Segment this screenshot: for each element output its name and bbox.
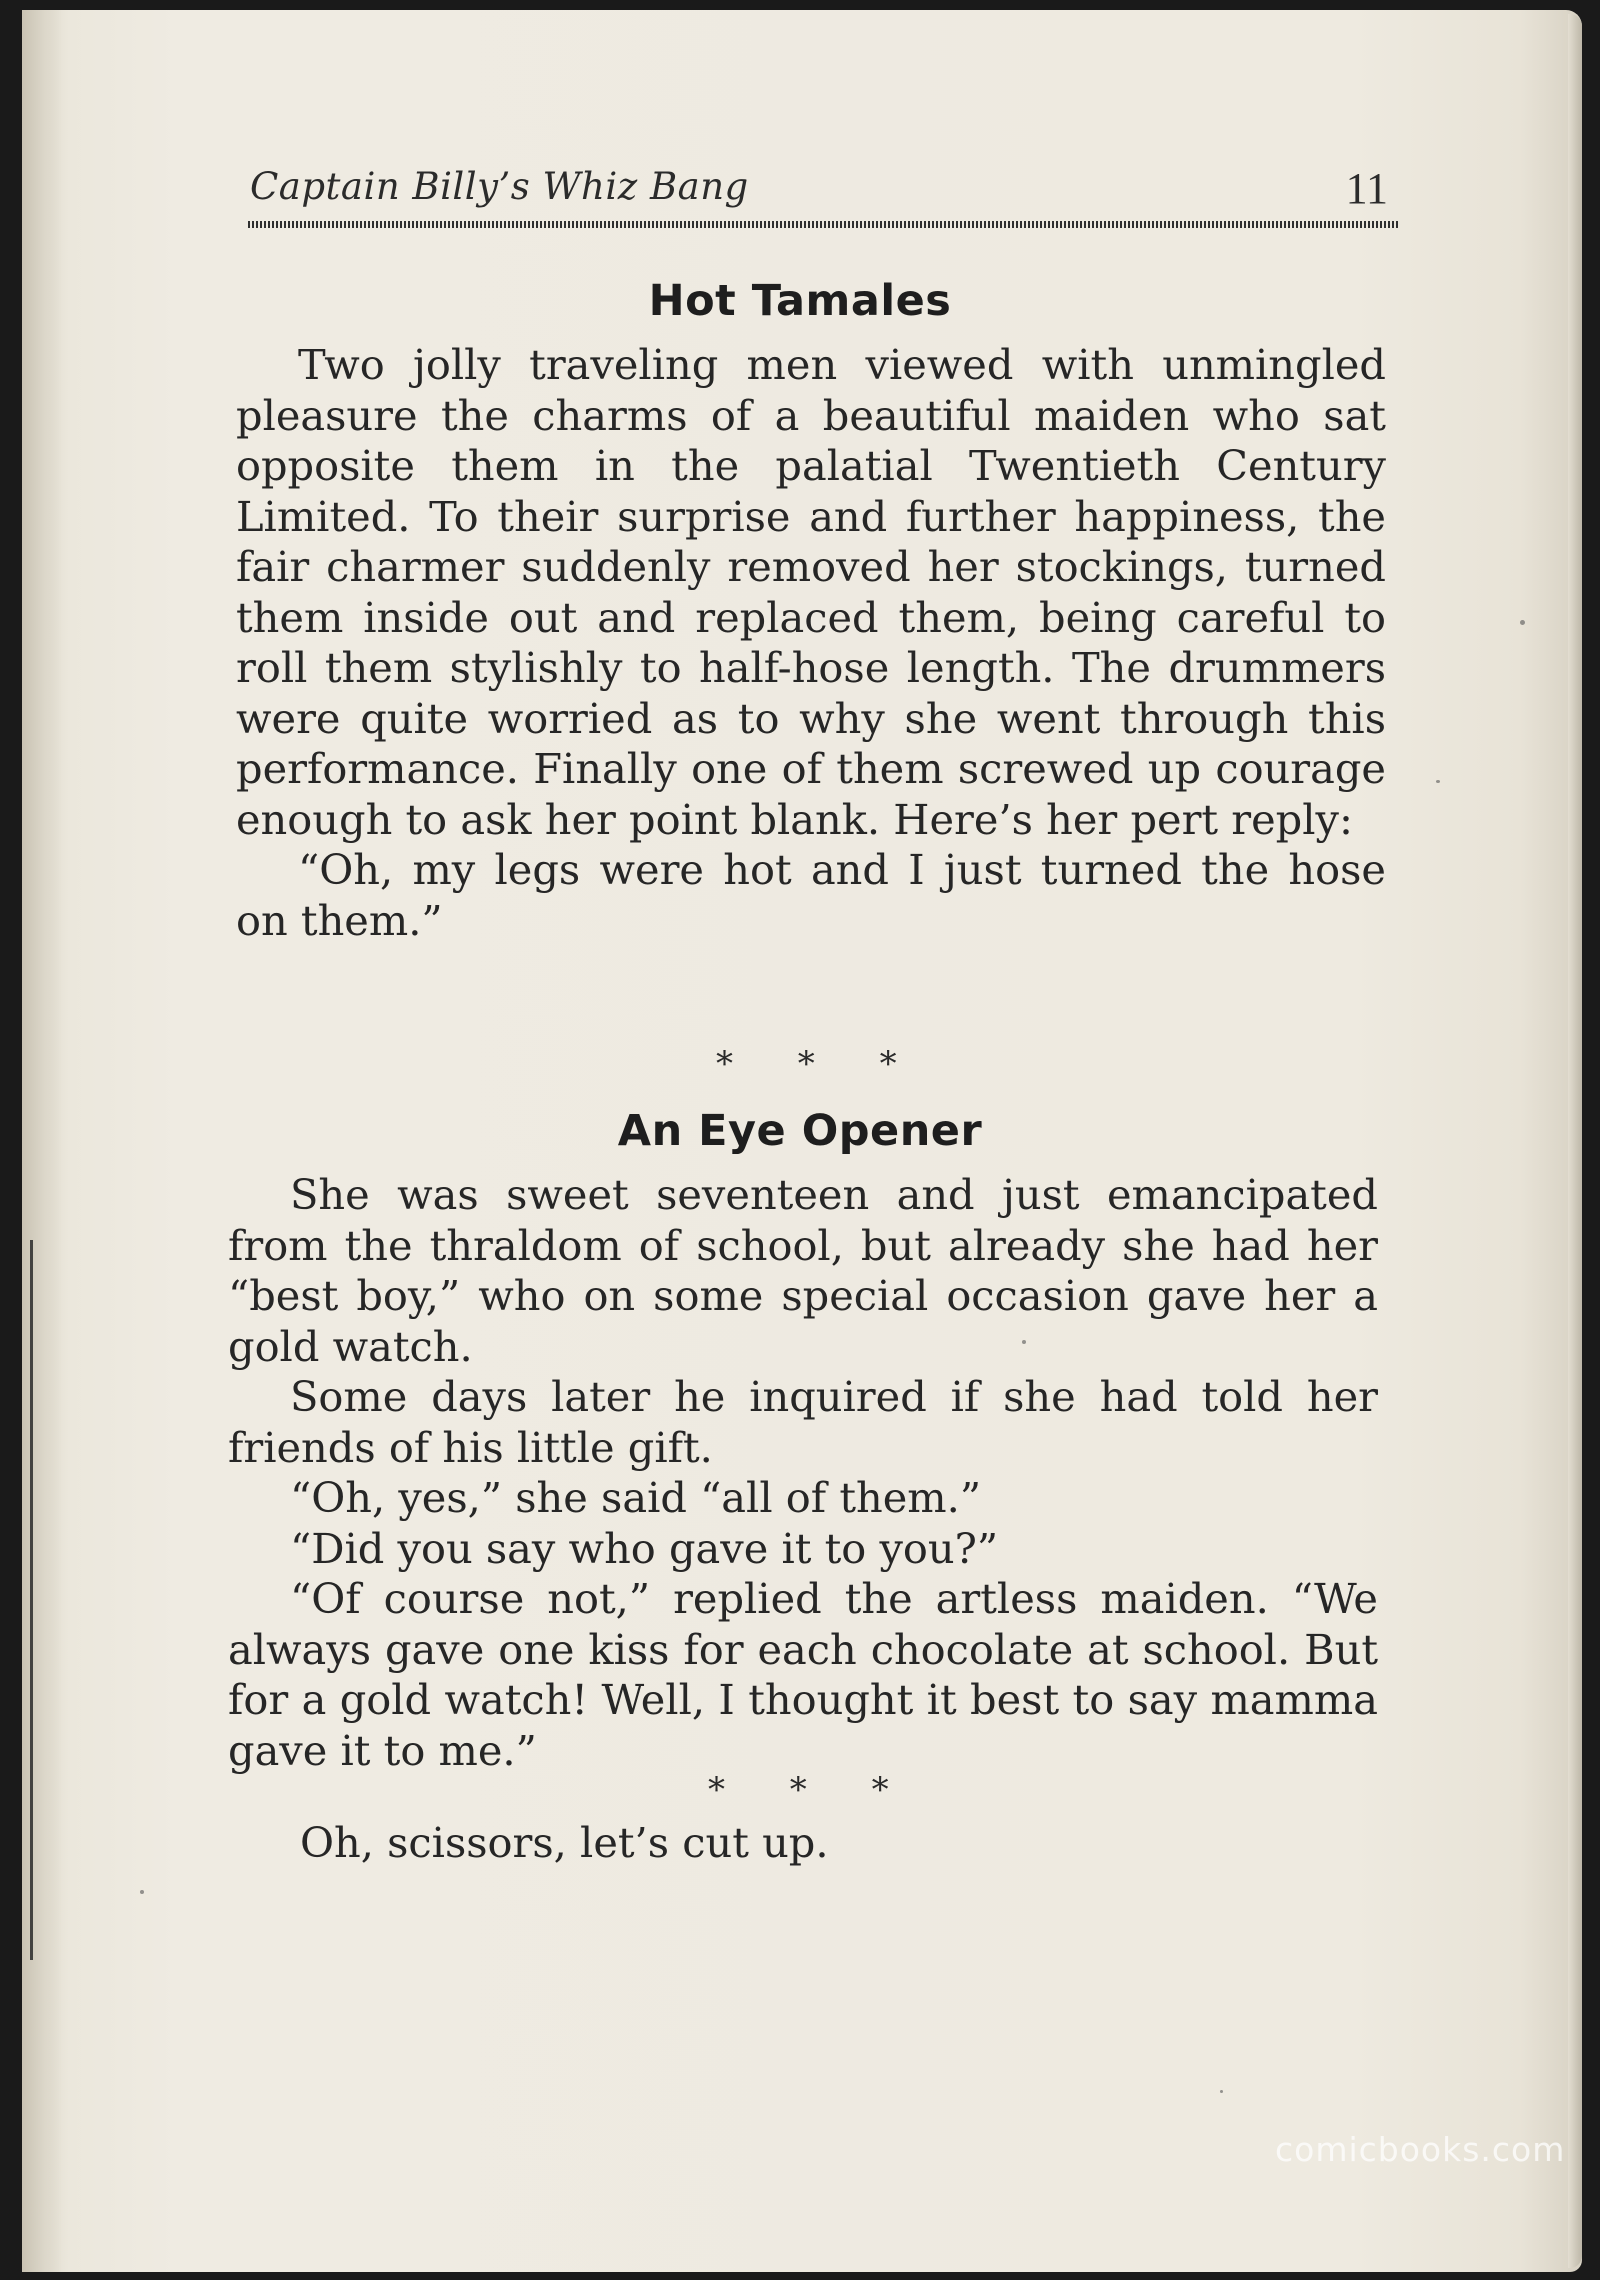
story-paragraph: “Oh, my legs were hot and I just turned the hose on them.” [236,845,1386,945]
header-rule [248,221,1398,228]
story-paragraph: Some days later he inquired if she had told her friends of his little gift. [228,1372,1378,1472]
story-paragraph: She was sweet seventeen and just emancipated from the thraldom of school, but already she had her “best boy,” who on some special occasion gave her a gold watch. [228,1170,1378,1371]
paper-speck [1436,780,1440,783]
paper-speck [1220,2090,1223,2093]
story-heading: Hot Tamales [648,276,952,326]
story-paragraph: “Did you say who gave it to you?” [290,1523,999,1573]
page-number: 11 [1345,164,1388,213]
paper-speck [140,1890,144,1894]
publication-title: Captain Billy’s Whiz Bang [250,165,749,208]
paper-speck [1022,1340,1026,1344]
story-body [228,1170,1378,1776]
story-paragraph: Two jolly traveling men viewed with unmingled pleasure the charms of a beautiful maiden who sat opposite them in the palatial Twentieth Century Limited. To their surprise and further happiness, the fair charmer suddenly removed her stockings, turned them inside out and replaced them, being careful to roll them stylishly to half-hose length. The drummers were quite worried as to why she went through this performance. Finally one of them screwed up courage enough to ask her point blank. Here’s her pert reply: [236,340,1386,844]
running-header [248,165,1398,225]
section-separator: * * * [708,1770,889,1810]
paper-speck [1520,620,1525,625]
story-paragraph: “Of course not,” replied the artless maiden. “We always gave one kiss for each chocolate at school. But for a gold watch! Well, I thought it best to say mamma gave it to me.” [228,1574,1378,1775]
closing-line: Oh, scissors, let’s cut up. [300,1818,829,1867]
story-body [236,340,1386,946]
story-heading: An Eye Opener [617,1106,983,1156]
site-watermark: comicbooks.com [1275,2130,1566,2169]
binding-edge-line [30,1240,33,1960]
story-paragraph: “Oh, yes,” she said “all of them.” [290,1473,982,1522]
section-separator: * * * [716,1044,897,1084]
